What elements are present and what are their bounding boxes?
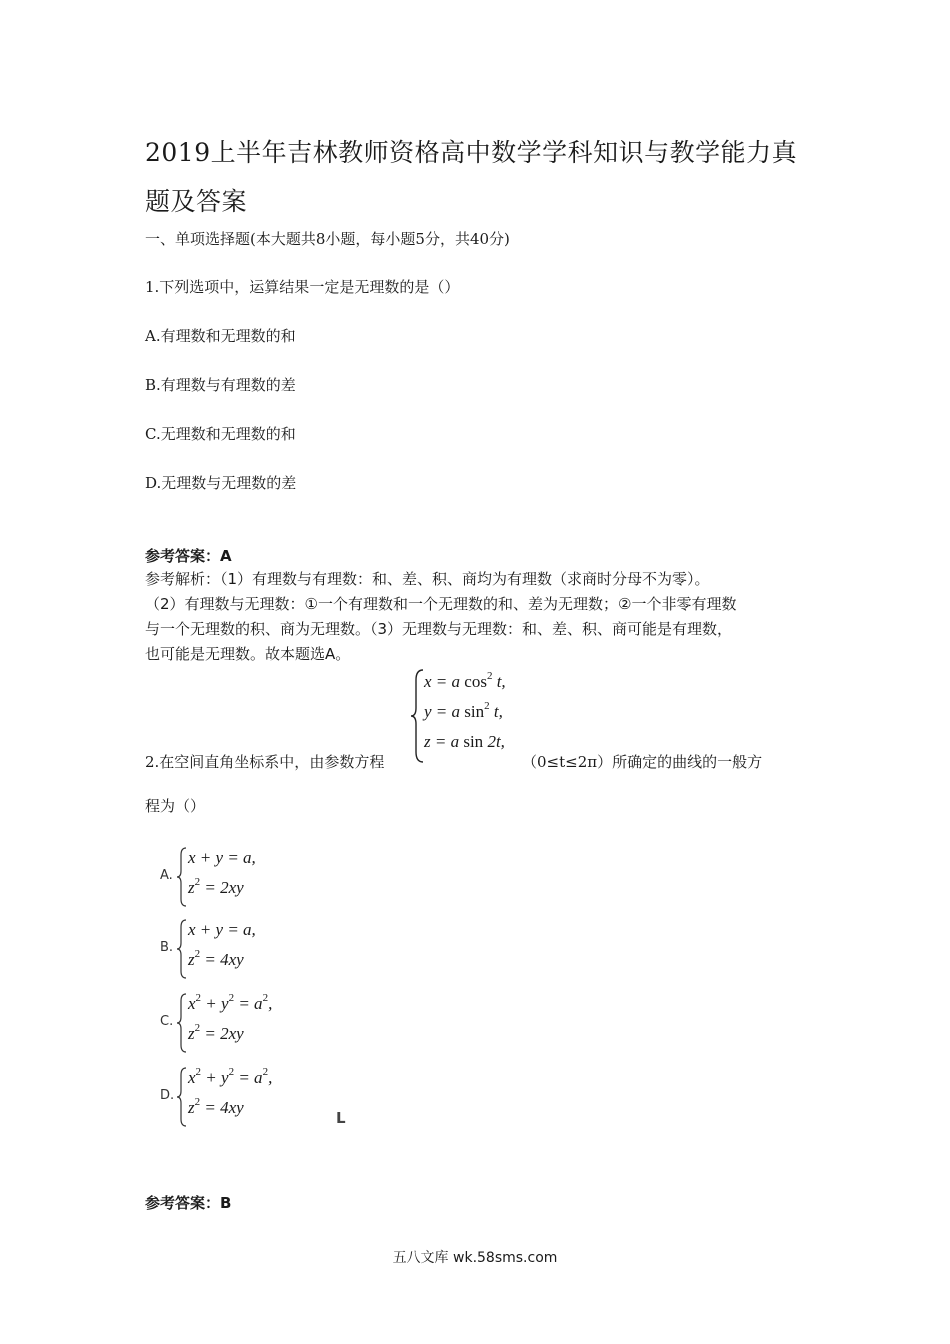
section-heading: 一、单项选择题(本大题共8小题，每小题5分，共40分) <box>145 230 510 248</box>
analysis-line: 与一个无理数的积、商为无理数。（3）无理数与无理数：和、差、积、商可能是有理数， <box>145 620 733 638</box>
question-1-stem: 1.下列选项中，运算结果一定是无理数的是（） <box>145 278 460 296</box>
analysis-line: 参考解析：（1）有理数与有理数：和、差、积、商均为有理数（求商时分母不为零）。 <box>145 570 710 588</box>
question-1-option-c: C.无理数和无理数的和 <box>145 425 296 443</box>
option-eq1: $x^2 + y^2 = a^2$, <box>188 992 273 1013</box>
left-brace-icon <box>176 918 188 980</box>
question-1-option-b: B.有理数与有理数的差 <box>145 376 296 394</box>
option-letter: B. <box>160 940 174 955</box>
question-2-stem: 2.在空间直角坐标系中，由参数方程 <box>145 753 385 771</box>
option-eq2: $z^2 = 2xy$ <box>188 1022 244 1043</box>
question-1-analysis <box>145 567 805 667</box>
option-letter: D. <box>160 1088 175 1103</box>
left-brace-icon <box>176 992 188 1054</box>
page-title-continued: 题及答案 <box>145 187 248 216</box>
option-eq2: $z^2 = 2xy$ <box>188 876 244 897</box>
stray-mark: L <box>336 1109 346 1127</box>
left-brace-icon <box>176 846 188 908</box>
option-letter: C. <box>160 1014 174 1029</box>
option-eq1: $x^2 + y^2 = a^2$, <box>188 1066 273 1087</box>
option-eq2: $z^2 = 4xy$ <box>188 1096 244 1117</box>
option-eq2: $z^2 = 4xy$ <box>188 948 244 969</box>
analysis-line: 也可能是无理数。故本题选A。 <box>145 645 351 663</box>
option-eq1: x + y = a, <box>188 920 256 939</box>
question-1-option-a: A.有理数和无理数的和 <box>145 327 296 345</box>
option-eq1: x + y = a, <box>188 848 256 867</box>
param-z: z = a sin 2t, <box>424 732 505 751</box>
param-x: x = a $\cos^2 t$, <box>424 670 506 691</box>
question-1-option-d: D.无理数与无理数的差 <box>145 474 297 492</box>
page-title: 2019上半年吉林教师资格高中数学学科知识与教学能力真 <box>145 138 798 167</box>
option-letter: A. <box>160 868 173 883</box>
question-2-stem-end: 程为（） <box>145 797 206 815</box>
question-1-answer: 参考答案：A <box>145 547 232 565</box>
page-footer: 五八文库 wk.58sms.com <box>392 1250 558 1266</box>
left-brace-icon <box>176 1066 188 1128</box>
param-y: y = a $\sin^2 t$, <box>424 700 503 721</box>
question-2-answer: 参考答案：B <box>145 1194 232 1212</box>
question-2-range: （0≤t≤2π）所确定的曲线的一般方 <box>522 753 763 771</box>
analysis-line: （2）有理数与无理数：①一个有理数和一个无理数的和、差为无理数；②一个非零有理数 <box>145 595 737 613</box>
